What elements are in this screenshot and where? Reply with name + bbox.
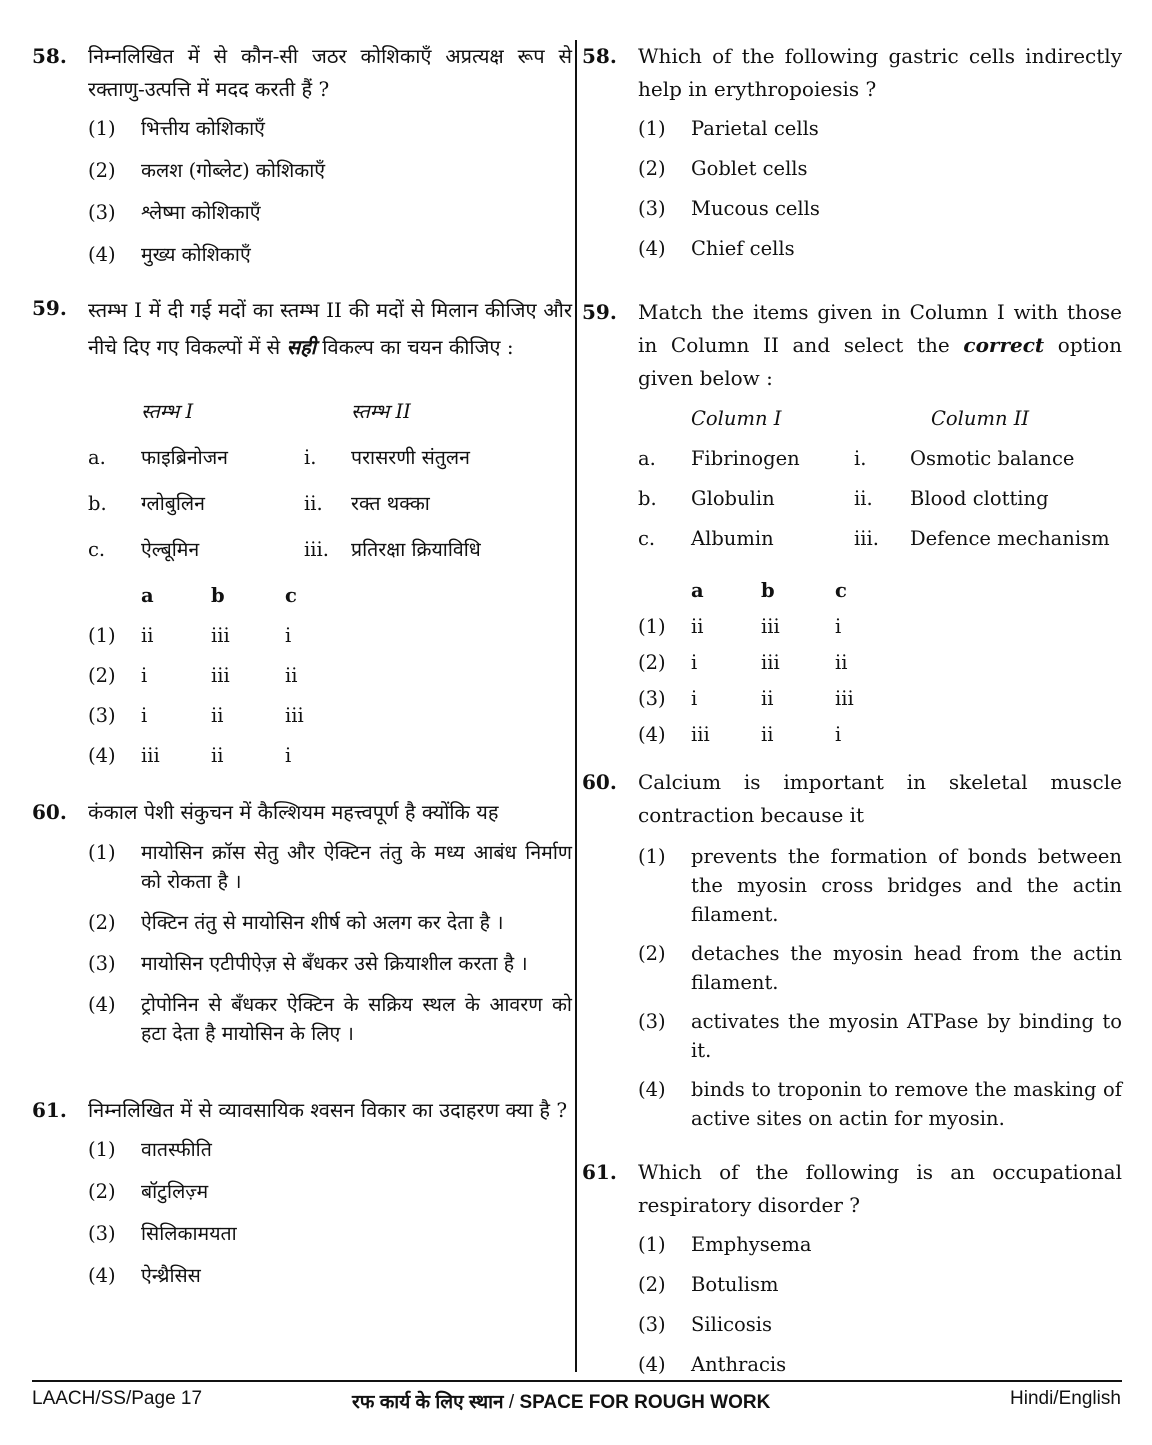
option-c: iii: [285, 704, 304, 727]
option-number: (4): [638, 1353, 666, 1376]
option-number: (2): [638, 1273, 666, 1296]
option-3: [88, 198, 572, 240]
option-a: ii: [691, 615, 704, 638]
text-part: Match the items given in Column I with those in Column II and select the: [638, 300, 1122, 357]
option-b: ii: [761, 723, 774, 746]
hindi-question-61: [32, 1094, 572, 1303]
english-question-61: [582, 1156, 1122, 1390]
row-numeral: iii.: [304, 538, 329, 561]
match-row: [638, 519, 1122, 559]
column-i-heading: स्तम्भ I: [141, 400, 194, 423]
option-number: (3): [88, 1222, 116, 1245]
option-1: [638, 842, 1122, 929]
option-c: i: [285, 744, 292, 767]
row-match: परासरणी संतुलन: [351, 446, 470, 469]
option-4: [88, 240, 572, 282]
answer-option-2: [638, 643, 1122, 679]
option-text: activates the myosin ATPase by binding to it.: [691, 1010, 1122, 1062]
row-match: रक्त थक्का: [351, 492, 430, 515]
option-number: (1): [638, 117, 666, 140]
english-column: [582, 40, 1122, 1390]
answer-option-3: [638, 679, 1122, 715]
option-2: [638, 1270, 1122, 1310]
row-item: ऐल्बूमिन: [141, 538, 200, 561]
question-number: 59.: [32, 296, 67, 320]
option-text: ट्रोपोनिन से बँधकर ऐक्टिन के सक्रिय स्थल के आवरण को हटा देता है मायोसिन के लिए ।: [141, 993, 572, 1045]
separator: /: [503, 1392, 520, 1413]
option-1: [638, 114, 1122, 154]
english-question-60: [582, 766, 1122, 1156]
option-text: binds to troponin to remove the masking of active sites on actin for myosin.: [691, 1078, 1122, 1130]
match-row: [638, 479, 1122, 519]
option-number: (4): [638, 723, 666, 746]
option-3: [638, 1310, 1122, 1350]
option-text: Silicosis: [691, 1313, 772, 1336]
answer-option-1: [88, 616, 572, 656]
option-text: मायोसिन क्रॉस सेतु और ऐक्टिन तंतु के मध्य आबंध निर्माण को रोकता है ।: [141, 841, 572, 893]
option-a: i: [141, 664, 148, 687]
heading-c: c: [835, 579, 847, 602]
option-number: (3): [638, 197, 666, 220]
option-2: [638, 939, 1122, 997]
option-text: कलश (गोब्लेट) कोशिकाएँ: [141, 159, 326, 182]
language-label: Hindi/English: [1010, 1388, 1121, 1409]
option-text: ऐक्टिन तंतु से मायोसिन शीर्ष को अलग कर देता है ।: [141, 911, 504, 934]
option-number: (2): [88, 911, 116, 934]
question-text: Which of the following gastric cells indirectly help in erythropoiesis ?: [638, 44, 1122, 101]
option-c: i: [285, 624, 292, 647]
rough-work-label: [352, 1388, 770, 1414]
option-a: iii: [691, 723, 710, 746]
option-c: i: [835, 615, 842, 638]
option-number: (2): [88, 1180, 116, 1203]
row-letter: a.: [88, 446, 106, 469]
emphasis-word: correct: [963, 333, 1045, 357]
option-number: (2): [88, 159, 116, 182]
option-number: (2): [88, 664, 116, 687]
answer-option-4: [88, 736, 572, 776]
option-number: (4): [638, 237, 666, 260]
column-ii-heading: स्तम्भ II: [351, 400, 411, 423]
option-b: ii: [761, 687, 774, 710]
column-headings: [638, 399, 1122, 439]
option-text: Goblet cells: [691, 157, 808, 180]
option-c: i: [835, 723, 842, 746]
footer-rule: [32, 1380, 1122, 1382]
column-ii-heading: Column II: [931, 407, 1030, 430]
match-row: [88, 438, 572, 484]
row-item: ग्लोबुलिन: [141, 492, 205, 515]
option-text: ऐन्थ्रैसिस: [141, 1264, 201, 1287]
question-text: निम्नलिखित में से व्यावसायिक श्वसन विकार का उदाहरण क्या है ?: [88, 1098, 568, 1122]
option-a: i: [691, 651, 698, 674]
option-a: iii: [141, 744, 160, 767]
option-4: [88, 990, 572, 1048]
option-number: (1): [638, 1233, 666, 1256]
option-b: iii: [761, 615, 780, 638]
heading-a: a: [141, 584, 154, 607]
column-headings: [88, 392, 572, 438]
option-number: (1): [638, 615, 666, 638]
question-text: [638, 296, 1122, 395]
option-text: मायोसिन एटीपीऐज़ से बँधकर उसे क्रियाशील करता है ।: [141, 952, 528, 975]
option-text: सिलिकामयता: [141, 1222, 237, 1245]
rough-work-english: SPACE FOR ROUGH WORK: [519, 1392, 771, 1413]
row-letter: a.: [638, 447, 656, 470]
heading-c: c: [285, 584, 297, 607]
option-3: [88, 1219, 572, 1261]
option-3: [638, 194, 1122, 234]
option-b: iii: [761, 651, 780, 674]
hindi-question-58: [32, 40, 572, 292]
option-4: [88, 1261, 572, 1303]
question-text: कंकाल पेशी संकुचन में कैल्शियम महत्त्वपूर्ण है क्योंकि यह: [88, 800, 499, 824]
emphasis-word: सही: [286, 335, 316, 359]
option-4: [638, 1350, 1122, 1390]
option-number: (3): [88, 201, 116, 224]
answer-heading-row: [88, 576, 572, 616]
option-text: Chief cells: [691, 237, 795, 260]
option-4: [638, 234, 1122, 274]
question-text: Which of the following is an occupational respiratory disorder ?: [638, 1160, 1122, 1217]
option-c: iii: [835, 687, 854, 710]
option-number: (3): [638, 687, 666, 710]
option-1: [88, 838, 572, 896]
option-number: (3): [88, 704, 116, 727]
answer-heading-row: [638, 571, 1122, 607]
row-numeral: ii.: [304, 492, 323, 515]
row-letter: c.: [88, 538, 106, 561]
row-numeral: ii.: [854, 487, 873, 510]
option-a: ii: [141, 624, 154, 647]
option-number: (2): [638, 157, 666, 180]
row-match: प्रतिरक्षा क्रियाविधि: [351, 538, 481, 561]
row-letter: c.: [638, 527, 656, 550]
option-a: i: [691, 687, 698, 710]
row-match: Defence mechanism: [910, 527, 1110, 550]
option-text: Anthracis: [691, 1353, 787, 1376]
option-text: prevents the formation of bonds between the myosin cross bridges and the actin filament.: [691, 845, 1122, 926]
question-number: 60.: [582, 770, 617, 794]
option-number: (4): [638, 1078, 666, 1101]
heading-b: b: [211, 584, 225, 607]
column-divider: [575, 40, 577, 1372]
option-number: (1): [638, 845, 666, 868]
option-c: ii: [285, 664, 298, 687]
row-match: Osmotic balance: [910, 447, 1075, 470]
rough-work-hindi: रफ कार्य के लिए स्थान: [352, 1392, 504, 1413]
option-text: भित्तीय कोशिकाएँ: [141, 117, 265, 140]
option-1: [88, 114, 572, 156]
heading-b: b: [761, 579, 775, 602]
english-question-59: [582, 296, 1122, 766]
option-text: वातस्फीति: [141, 1138, 212, 1161]
option-c: ii: [835, 651, 848, 674]
option-number: (3): [638, 1010, 666, 1033]
text-part: option given below :: [638, 333, 1122, 390]
option-b: iii: [211, 624, 230, 647]
option-number: (4): [88, 993, 116, 1016]
option-number: (4): [88, 1264, 116, 1287]
option-number: (3): [88, 952, 116, 975]
option-number: (1): [88, 1138, 116, 1161]
option-number: (1): [88, 841, 116, 864]
option-b: iii: [211, 664, 230, 687]
text-part: स्तम्भ I में दी गई मदों का स्तम्भ II की मदों से मिलान कीजिए और नीचे दिए गए विकल्पों में से: [88, 298, 572, 359]
option-2: [638, 154, 1122, 194]
question-number: 61.: [32, 1098, 67, 1122]
row-item: Albumin: [691, 527, 774, 550]
option-1: [88, 1135, 572, 1177]
question-text: Calcium is important in skeletal muscle contraction because it: [638, 770, 1122, 827]
row-item: फाइब्रिनोजन: [141, 446, 229, 469]
question-number: 59.: [582, 300, 617, 324]
question-number: 61.: [582, 1160, 617, 1184]
option-number: (4): [88, 243, 116, 266]
option-number: (1): [88, 117, 116, 140]
row-item: Fibrinogen: [691, 447, 800, 470]
option-text: detaches the myosin head from the actin filament.: [691, 942, 1122, 994]
hindi-question-59: [32, 292, 572, 796]
text-part: विकल्प का चयन कीजिए :: [315, 335, 514, 359]
row-numeral: i.: [304, 446, 317, 469]
row-item: Globulin: [691, 487, 775, 510]
question-text: [88, 292, 572, 366]
heading-a: a: [691, 579, 704, 602]
option-number: (1): [88, 624, 116, 647]
answer-option-3: [88, 696, 572, 736]
row-letter: b.: [638, 487, 657, 510]
option-2: [88, 1177, 572, 1219]
answer-option-1: [638, 607, 1122, 643]
option-text: Mucous cells: [691, 197, 820, 220]
option-text: बॉटुलिज़्म: [141, 1180, 209, 1203]
question-number: 60.: [32, 800, 67, 824]
row-match: Blood clotting: [910, 487, 1049, 510]
option-text: Parietal cells: [691, 117, 819, 140]
hindi-question-60: [32, 796, 572, 1094]
option-4: [638, 1075, 1122, 1133]
answer-option-2: [88, 656, 572, 696]
option-a: i: [141, 704, 148, 727]
answer-option-4: [638, 715, 1122, 751]
page-code: LAACH/SS/Page 17: [32, 1388, 203, 1409]
option-number: (2): [638, 942, 666, 965]
english-question-58: [582, 40, 1122, 296]
option-3: [88, 949, 572, 978]
option-1: [638, 1230, 1122, 1270]
row-numeral: iii.: [854, 527, 879, 550]
option-number: (3): [638, 1313, 666, 1336]
option-2: [88, 156, 572, 198]
option-number: (2): [638, 651, 666, 674]
question-number: 58.: [32, 44, 67, 68]
option-b: ii: [211, 704, 224, 727]
match-row: [638, 439, 1122, 479]
row-numeral: i.: [854, 447, 867, 470]
option-text: Emphysema: [691, 1233, 812, 1256]
option-text: श्लेष्मा कोशिकाएँ: [141, 201, 261, 224]
column-i-heading: Column I: [691, 407, 782, 430]
option-2: [88, 908, 572, 937]
match-row: [88, 484, 572, 530]
question-text: निम्नलिखित में से कौन-सी जठर कोशिकाएँ अप्रत्यक्ष रूप से रक्ताणु-उत्पत्ति में मदद करती हैं ?: [88, 44, 572, 101]
question-number: 58.: [582, 44, 617, 68]
option-b: ii: [211, 744, 224, 767]
hindi-column: [32, 40, 572, 1303]
option-3: [638, 1007, 1122, 1065]
option-number: (4): [88, 744, 116, 767]
match-row: [88, 530, 572, 576]
option-text: Botulism: [691, 1273, 779, 1296]
row-letter: b.: [88, 492, 107, 515]
option-text: मुख्य कोशिकाएँ: [141, 243, 251, 266]
